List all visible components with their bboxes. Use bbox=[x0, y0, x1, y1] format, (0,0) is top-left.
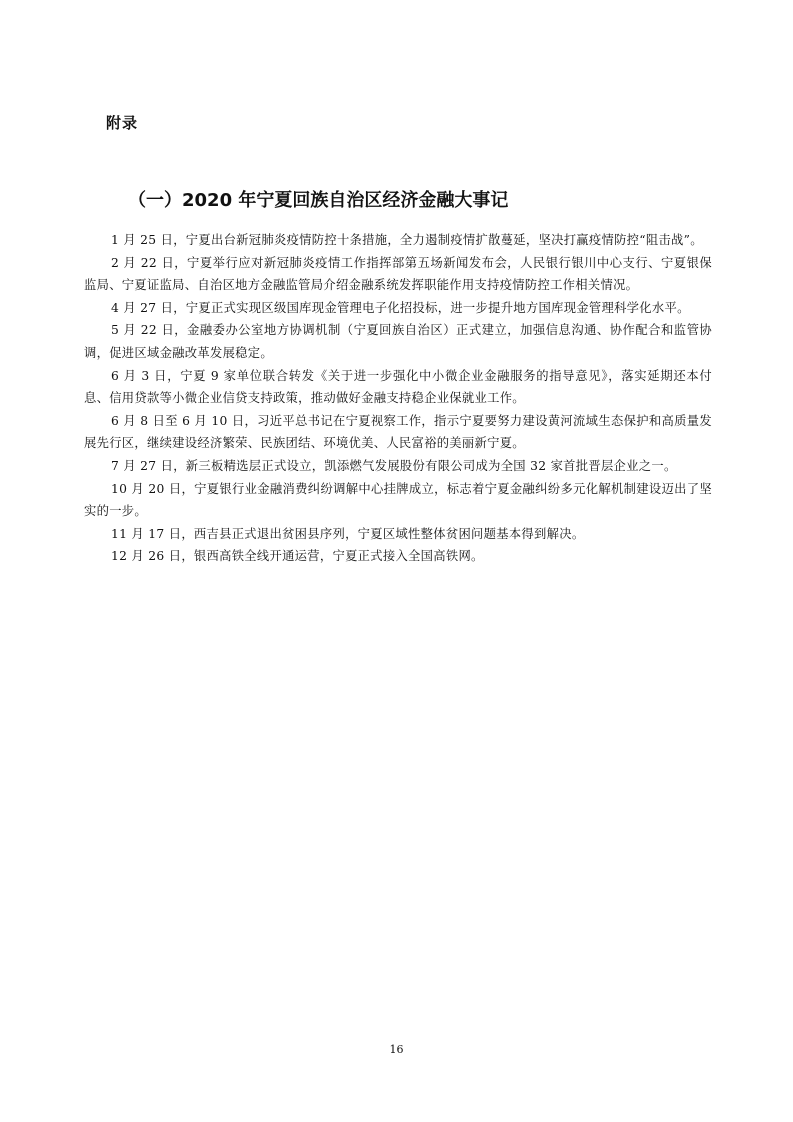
event-item: 6 月 3 日，宁夏 9 家单位联合转发《关于进一步强化中小微企业金融服务的指导意见》，落实延期还本付息、信用贷款等小微企业信贷支持政策，推动做好金融支持稳企业保就业工作。 bbox=[84, 368, 712, 406]
appendix-label: 附录 bbox=[106, 114, 139, 132]
event-item: 2 月 22 日，宁夏举行应对新冠肺炎疫情工作指挥部第五场新闻发布会，人民银行银川中心支行、宁夏银保监局、宁夏证监局、自治区地方金融监管局介绍金融系统发挥职能作用支持疫情防控工作相关情况。 bbox=[84, 255, 712, 293]
event-item: 10 月 20 日，宁夏银行业金融消费纠纷调解中心挂牌成立，标志着宁夏金融纠纷多元化解机制建设迈出了坚实的一步。 bbox=[84, 481, 712, 519]
event-item: 1 月 25 日，宁夏出台新冠肺炎疫情防控十条措施，全力遏制疫情扩散蔓延，坚决打赢疫情防控“阻击战”。 bbox=[111, 233, 703, 247]
section-heading: （一）2020 年宁夏回族自治区经济金融大事记 bbox=[128, 190, 509, 211]
event-item: 6 月 8 日至 6 月 10 日，习近平总书记在宁夏视察工作，指示宁夏要努力建设黄河流域生态保护和高质量发展先行区，继续建设经济繁荣、民族团结、环境优美、人民富裕的美丽新宁夏。 bbox=[84, 413, 712, 451]
event-item: 12 月 26 日，银西高铁全线开通运营，宁夏正式接入全国高铁网。 bbox=[111, 549, 484, 564]
page-number: 16 bbox=[389, 1043, 404, 1056]
event-item: 11 月 17 日，西吉县正式退出贫困县序列，宁夏区域性整体贫困问题基本得到解决。 bbox=[111, 526, 585, 541]
event-item: 7 月 27 日，新三板精选层正式设立，凯添燃气发展股份有限公司成为全国 32 家首批晋层企业之一。 bbox=[111, 458, 677, 473]
event-item: 5 月 22 日，金融委办公室地方协调机制（宁夏回族自治区）正式建立，加强信息沟通、协作配合和监管协调，促进区域金融改革发展稳定。 bbox=[84, 323, 712, 360]
event-item: 4 月 27 日，宁夏正式实现区级国库现金管理电子化招投标，进一步提升地方国库现金管理科学化水平。 bbox=[111, 300, 690, 315]
event-list bbox=[84, 229, 712, 568]
